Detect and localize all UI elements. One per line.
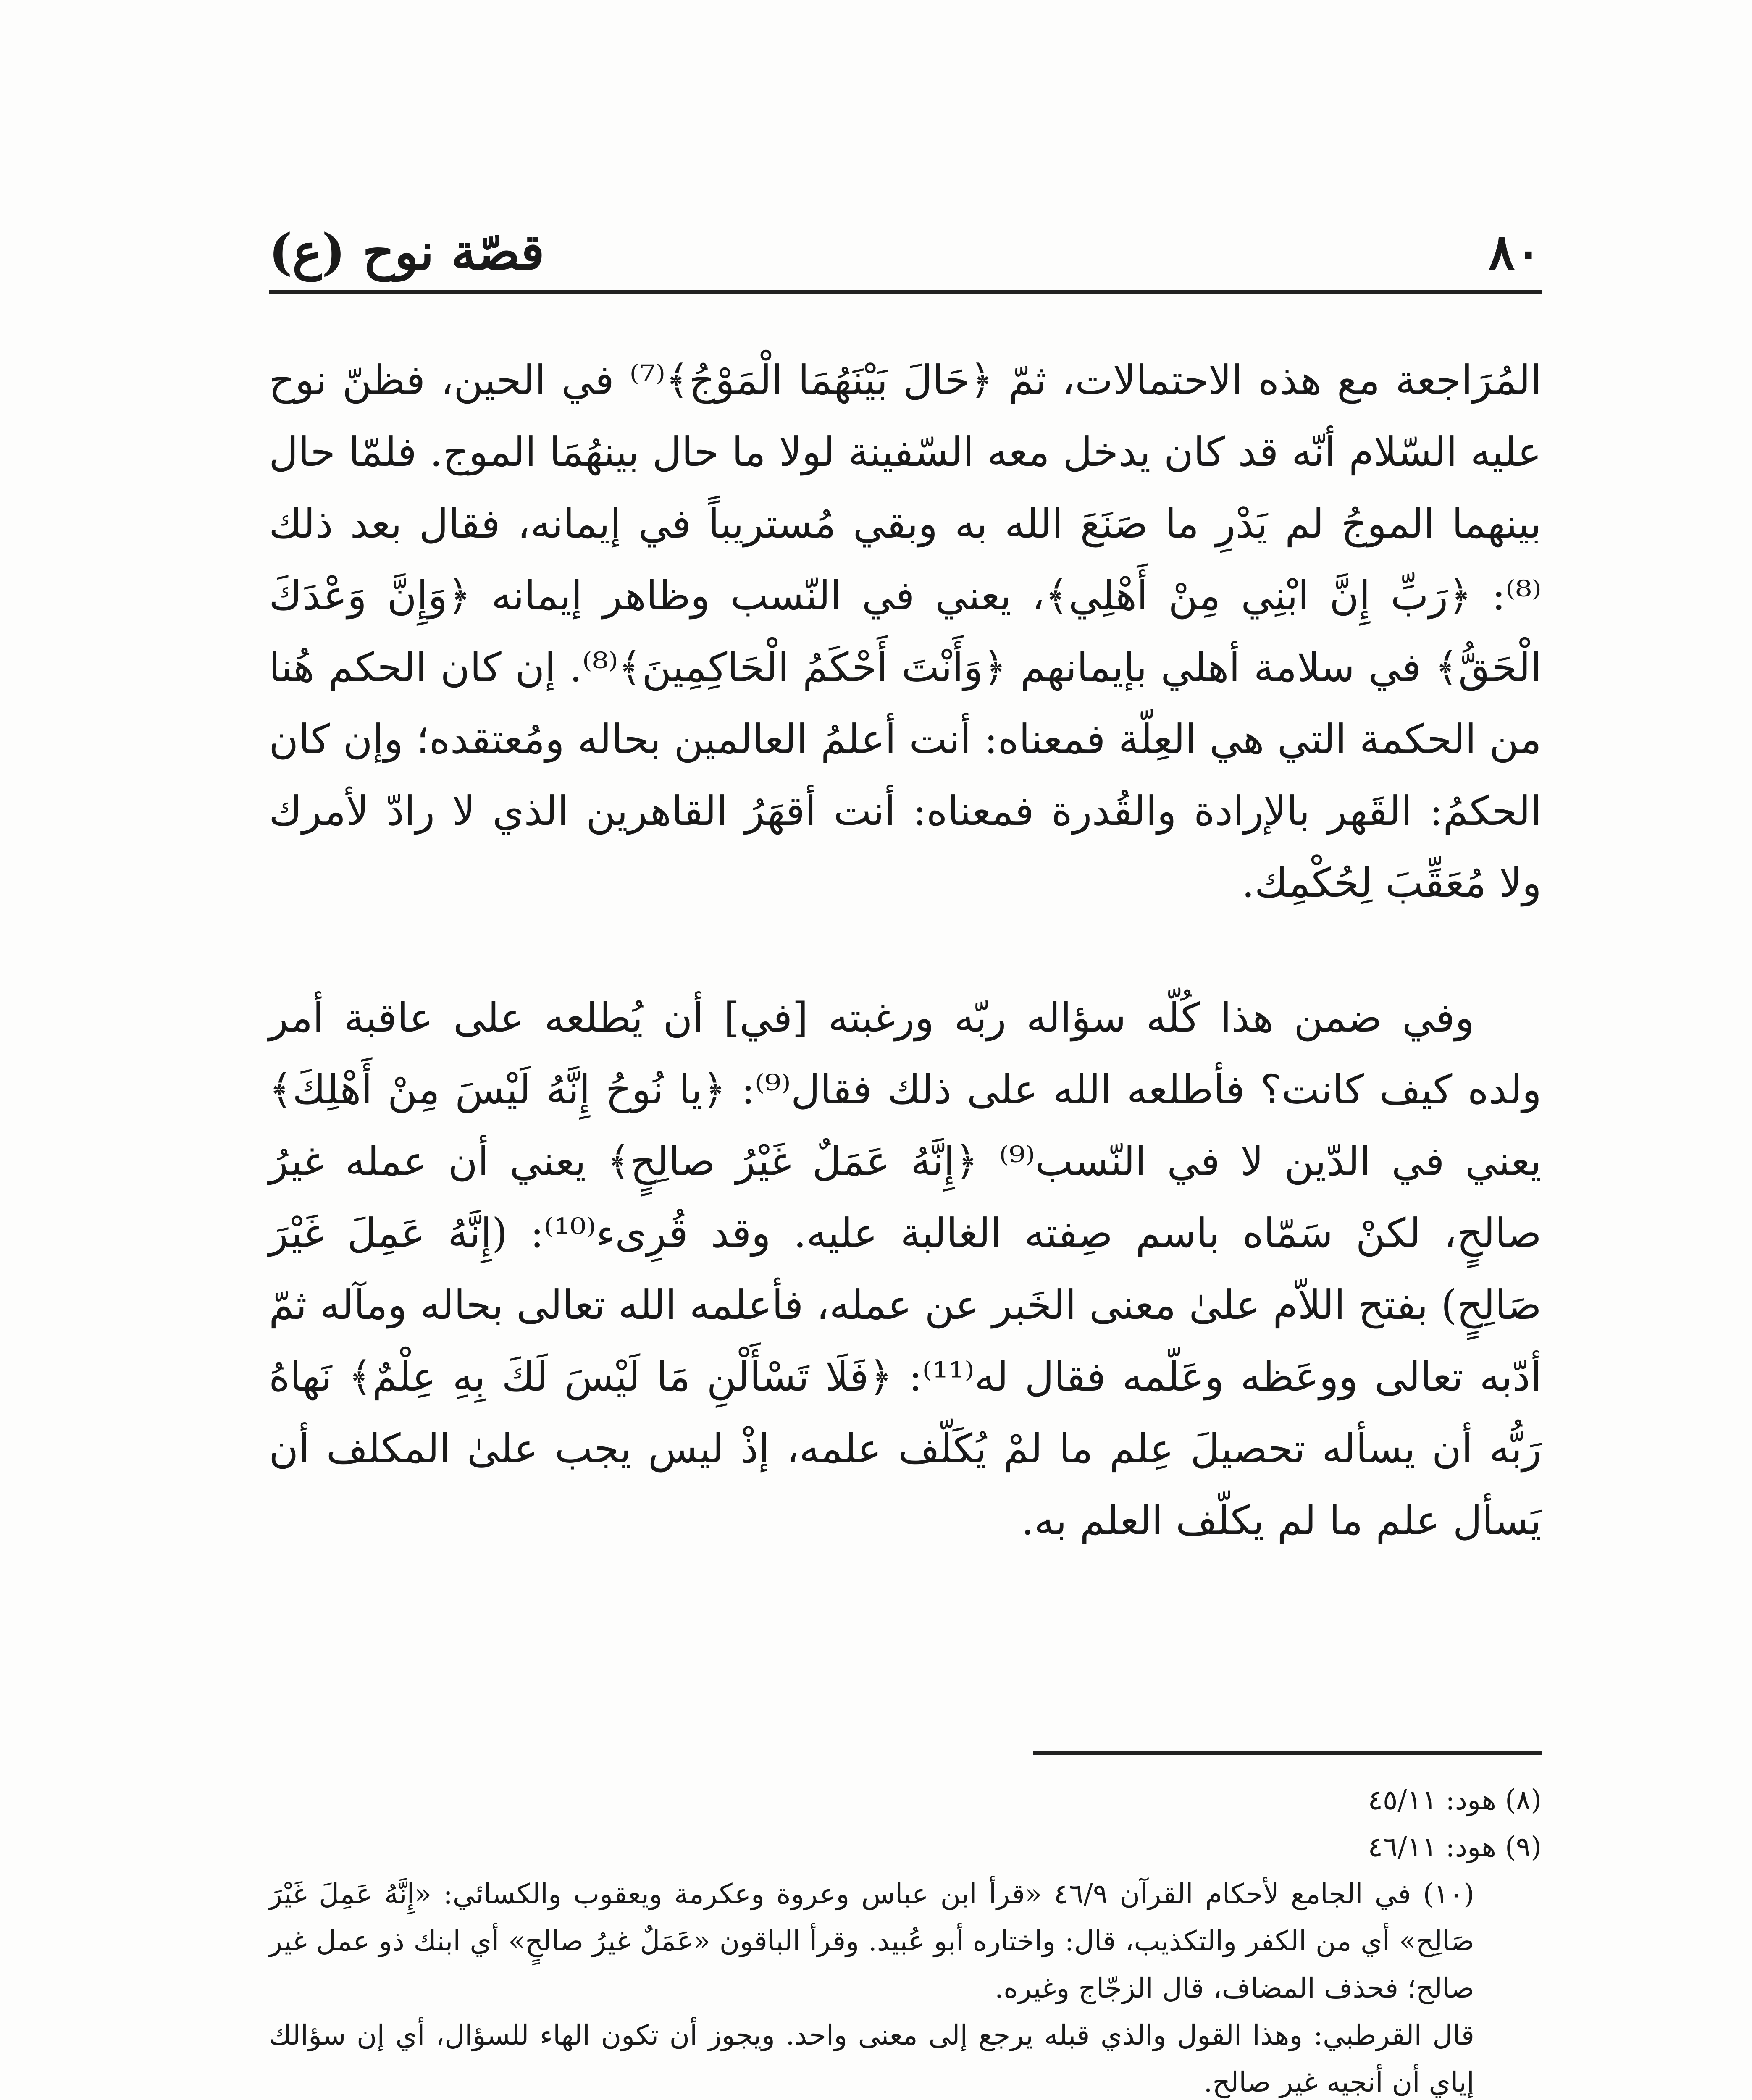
- footnotes: [269, 1777, 1542, 2100]
- footnote-8: (٨) هود: ٤٥/١١: [1368, 1784, 1542, 1816]
- header-divider: [269, 290, 1542, 294]
- footnote-9: (٩) هود: ٤٦/١١: [1368, 1831, 1542, 1863]
- page-number: ٨٠: [1488, 223, 1542, 281]
- footnote-10-continuation: قال القرطبي: وهذا القول والذي قبله يرجع إلى معنى واحد. ويجوز أن تكون الهاء للسؤال، أي إن سؤالك إياي أن أنجيه غير صالح.: [269, 2019, 1474, 2098]
- page-header: [269, 218, 1542, 286]
- body-paragraph-1: المُرَاجعة مع هذه الاحتمالات، ثمّ ﴿حَالَ بَيْنَهُمَا الْمَوْجُ﴾⁽⁷⁾ في الحين، فظنّ نوح عليه السّلام أنّه قد كان يدخل معه السّفينة لولا ما حال بينهُمَا الموج. فلمّا حال بينهما الموجُ لم يَدْرِ ما صَنَعَ الله به وبقي مُستريباً في إيمانه، فقال بعد ذلك ⁽⁸⁾: ﴿رَبِّ إِنَّ ابْنِي مِنْ أَهْلِي﴾، يعني في النّسب وظاهر إيمانه ﴿وَإِنَّ وَعْدَكَ الْحَقُّ﴾ في سلامة أهلي بإيمانهم ﴿وَأَنْتَ أَحْكَمُ الْحَاكِمِينَ﴾⁽⁸⁾. إن كان الحكم هُنا من الحكمة التي هي العِلّة فمعناه: أنت أعلمُ العالمين بحاله ومُعتقده؛ وإن كان الحكمُ: القَهر بالإرادة والقُدرة فمعناه: أنت أقهَرُ القاهرين الذي لا رادّ لأمرك ولا مُعَقِّبَ لِحُكْمِك.: [269, 357, 1542, 906]
- running-title: قصّة نوح (ع): [269, 223, 545, 281]
- body-paragraph-2: وفي ضمن هذا كُلّه سؤاله ربّه ورغبته [في] أن يُطلعه على عاقبة أمر ولده كيف كانت؟ فأطلعه الله على ذلك فقال⁽⁹⁾: ﴿يا نُوحُ إِنَّهُ لَيْسَ مِنْ أَهْلِكَ﴾ يعني في الدّين لا في النّسب⁽⁹⁾ ﴿إِنَّهُ عَمَلٌ غَيْرُ صالِحٍ﴾ يعني أن عمله غيرُ صالحٍ، لكنْ سَمّاه باسم صِفته الغالبة عليه. وقد قُرِىء⁽¹⁰⁾: (إِنَّهُ عَمِلَ غَيْرَ صَالِحٍ) بفتح اللاّم علىٰ معنى الخَبر عن عمله، فأعلمه الله تعالى بحاله ومآله ثمّ أدّبه تعالى ووعَظه وعَلّمه فقال له⁽¹¹⁾: ﴿فَلَا تَسْأَلْنِ مَا لَيْسَ لَكَ بِهِ عِلْمٌ﴾ نَهاهُ رَبُّه أن يسأله تحصيلَ عِلم ما لمْ يُكَلّف علمه، إذْ ليس يجب علىٰ المكلف أن يَسأل علم ما لم يكلّف العلم به.: [269, 994, 1542, 1544]
- footnote-10: (١٠) في الجامع لأحكام القرآن ٤٦/٩ «قرأ ابن عباس وعروة وعكرمة ويعقوب والكسائي: «إِنَّهُ عَمِلَ غَيْرَ صَالِح» أي من الكفر والتكذيب، قال: واختاره أبو عُبيد. وقرأ الباقون «عَمَلٌ غيرُ صالحٍ» أي ابنك ذو عمل غير صالح؛ فحذف المضاف، قال الزجّاج وغيره.: [269, 1878, 1474, 2004]
- paragraph-gap: [269, 919, 1542, 982]
- footnote-divider: [1033, 1751, 1542, 1755]
- main-text: [269, 344, 1542, 1557]
